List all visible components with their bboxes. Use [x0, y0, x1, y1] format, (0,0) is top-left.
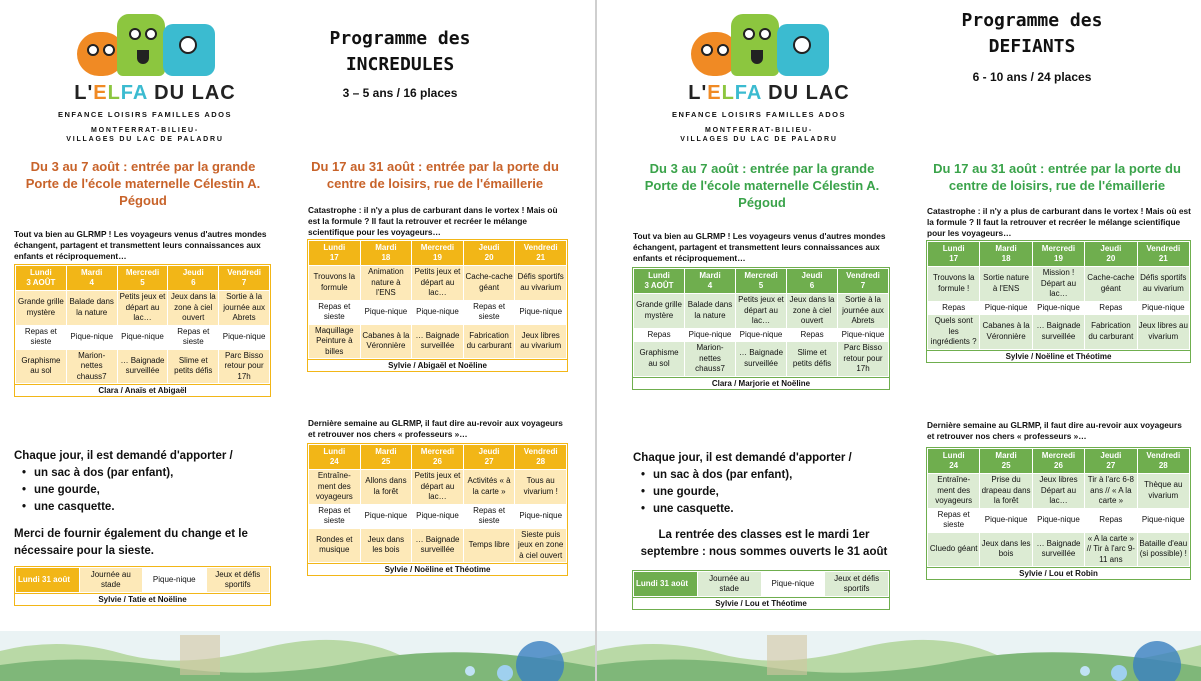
activity-cell: Thèque au vivarium — [1137, 474, 1189, 509]
activity-cell: Pique-nique — [736, 328, 787, 342]
day-header: Mardi 4 — [685, 269, 736, 294]
activity-cell: Défis sportifs au vivarium — [1137, 267, 1189, 302]
activity-cell: Repas et sieste — [928, 508, 980, 532]
last-day-label: Lundi 31 août — [634, 572, 698, 597]
activity-cell: Pique-nique — [685, 328, 736, 342]
day-header: Vendredi 28 — [1137, 449, 1189, 474]
monsters-illustration — [77, 10, 227, 80]
activity-cell: Mission ! Départ au lac… — [1032, 267, 1084, 302]
page-incredules — [0, 0, 595, 681]
schedule-row — [634, 328, 889, 342]
day-header: Jeudi 27 — [1085, 449, 1137, 474]
activity-cell: Repas — [928, 301, 980, 315]
left-intro: Tout va bien au GLRMP ! Les voyageurs venus d'autres mondes échangent, partagent et transmettent leurs connaissances aux enfants et réciproquement… — [633, 231, 886, 263]
staff-caption: Sylvie / Noëline et Théotime — [308, 563, 567, 575]
schedule-row — [309, 266, 567, 301]
activity-cell: Repas — [1085, 508, 1137, 532]
schedule-row — [309, 324, 567, 359]
activity-cell: Jeux libres au vivarium — [1137, 315, 1189, 350]
activity-cell: … Baignade surveillée — [736, 342, 787, 377]
day-header: Lundi 24 — [309, 445, 361, 470]
staff-caption: Clara / Anaïs et Abigaël — [15, 384, 270, 396]
activity-cell: Pique-nique — [515, 504, 567, 528]
activity-cell: Petits jeux et départ au lac… — [736, 294, 787, 329]
activity-cell: Grande grille mystère — [16, 291, 67, 326]
activity-cell: Pique-nique — [1032, 508, 1084, 532]
staff-caption: Clara / Marjorie et Noëline — [633, 377, 889, 389]
schedule-row — [309, 300, 567, 324]
schedule-row — [928, 315, 1190, 350]
bring-list: Chaque jour, il est demandé d'apporter / • un sac à dos (par enfant), • une gourde, • une casquette. — [633, 450, 893, 518]
day-header: Jeudi 6 — [168, 266, 219, 291]
activity-cell: Repas — [634, 328, 685, 342]
activity-cell: Graphisme au sol — [634, 342, 685, 377]
staff-caption: Sylvie / Noëline et Théotime — [927, 350, 1190, 362]
bring-item: • un sac à dos (par enfant), — [36, 465, 274, 482]
activity-cell: Tous au vivarium ! — [515, 470, 567, 505]
activity-cell: Bataille d'eau (si possible) ! — [1137, 532, 1189, 567]
right-intro-week3: Dernière semaine au GLRMP, il faut dire au-revoir aux voyageurs et retrouver nos chers « professeurs »… — [927, 420, 1182, 441]
activity-cell: Sieste puis jeux en zone à ciel ouvert — [515, 528, 567, 563]
last-day-activity: Jeux et défis sportifs — [206, 568, 270, 593]
activity-cell: Fabrication du carburant — [463, 324, 515, 359]
activity-cell: Cluedo géant — [928, 532, 980, 567]
activity-cell: Jeux dans la zone à ciel ouvert — [787, 294, 838, 329]
activity-cell: Tir à l'arc 6-8 ans // « A la carte » — [1085, 474, 1137, 509]
day-header: Mercredi 26 — [1032, 449, 1084, 474]
day-header: Vendredi 28 — [515, 445, 567, 470]
right-intro-week2: Catastrophe : il n'y a plus de carburant dans le vortex ! Mais où est la formule ? Il faut la retrouver et recréer le mélange scientifique pour les voyageurs… — [308, 205, 558, 237]
schedule-row — [16, 291, 270, 326]
schedule-row — [309, 504, 567, 528]
activity-cell: Cache-cache géant — [1085, 267, 1137, 302]
activity-cell: Pique-nique — [360, 300, 412, 324]
activity-cell: Jeux dans la zone à ciel ouvert — [168, 291, 219, 326]
sieste-note: Merci de fournir également du change et le nécessaire pour la sieste. — [14, 528, 248, 557]
activity-cell: Pique-nique — [219, 325, 270, 349]
activity-cell: Entraîne-ment des voyageurs — [309, 470, 361, 505]
day-header: Mardi 18 — [980, 242, 1032, 267]
left-section-heading: Du 3 au 7 août : entrée par la grande Porte de l'école maternelle Célestin A. Pégoud — [25, 159, 261, 208]
schedule-row — [634, 294, 889, 329]
staff-caption: Sylvie / Abigaël et Noëline — [308, 359, 567, 371]
day-header: Vendredi 7 — [838, 269, 889, 294]
day-header: Jeudi 6 — [787, 269, 838, 294]
elfa-logo — [25, 10, 285, 143]
bring-item: • un sac à dos (par enfant), — [655, 467, 893, 484]
activity-cell: Pique-nique — [1137, 508, 1189, 532]
activity-cell: … Baignade surveillée — [412, 528, 464, 563]
activity-cell: Pique-nique — [412, 300, 464, 324]
activity-cell: Pique-nique — [1137, 301, 1189, 315]
day-header: Mercredi 19 — [412, 241, 464, 266]
schedule-week3 — [307, 443, 568, 576]
activity-cell: Repas et sieste — [309, 300, 361, 324]
staff-caption: Sylvie / Lou et Robin — [927, 567, 1190, 579]
right-intro-week3: Dernière semaine au GLRMP, il faut dire au-revoir aux voyageurs et retrouver nos chers « professeurs »… — [308, 418, 563, 439]
activity-cell: Pique-nique — [117, 325, 168, 349]
schedule-row — [634, 342, 889, 377]
right-section-heading: Du 17 au 31 août : entrée par la porte du centre de loisirs, rue de l'émaillerie — [933, 161, 1181, 193]
activity-cell: Slime et petits défis — [168, 349, 219, 384]
day-header: Lundi 24 — [928, 449, 980, 474]
day-header: Jeudi 27 — [463, 445, 515, 470]
day-header: Lundi 17 — [309, 241, 361, 266]
bring-item: • une casquette. — [655, 501, 893, 518]
schedule-week1 — [14, 264, 271, 397]
activity-cell: Quels sont les ingrédients ? — [928, 315, 980, 350]
activity-cell: Sortie nature à l'ENS — [980, 267, 1032, 302]
schedule-row — [16, 349, 270, 384]
last-day-activity: Pique-nique — [143, 568, 207, 593]
logo-subtitle: ENFANCE LOISIRS FAMILLES ADOS — [671, 110, 847, 119]
age-places: 3 – 5 ans / 16 places — [342, 86, 458, 100]
decorative-bottom-image — [0, 631, 595, 681]
schedule-row — [928, 474, 1190, 509]
activity-cell: Sortie à la journée aux Abrets — [219, 291, 270, 326]
activity-cell: Défis sportifs au vivarium — [515, 266, 567, 301]
left-intro: Tout va bien au GLRMP ! Les voyageurs venus d'autres mondes échangent, partagent et transmettent leurs connaissances aux enfants et réciproquement… — [14, 229, 267, 261]
page-defiants — [597, 0, 1201, 681]
activity-cell: Balade dans la nature — [66, 291, 117, 326]
activity-cell: Repas et sieste — [16, 325, 67, 349]
day-header: Vendredi 7 — [219, 266, 270, 291]
activity-cell: … Baignade surveillée — [412, 324, 464, 359]
right-intro-week2: Catastrophe : il n'y a plus de carburant dans le vortex ! Mais où est la formule ? Il faut la retrouver et recréer le mélange scientifique pour les voyageurs… — [927, 206, 1191, 238]
logo-title: L'ELFA DU LAC — [688, 82, 850, 104]
activity-cell: Petits jeux et départ au lac… — [412, 266, 464, 301]
activity-cell: Jeux libres au vivarium — [515, 324, 567, 359]
day-header: Mardi 25 — [360, 445, 412, 470]
activity-cell: Jeux libres Départ au lac… — [1032, 474, 1084, 509]
bring-list: Chaque jour, il est demandé d'apporter / • un sac à dos (par enfant), • une gourde, • une casquette. — [14, 448, 274, 516]
rentree-note: La rentrée des classes est le mardi 1er septembre : nous sommes ouverts le 31 août — [640, 529, 888, 558]
schedule-week2 — [926, 240, 1191, 363]
schedule-row — [309, 528, 567, 563]
decorative-bottom-image — [597, 631, 1201, 681]
day-header: Vendredi 21 — [515, 241, 567, 266]
activity-cell: Parc Bisso retour pour 17h — [219, 349, 270, 384]
day-header: Mercredi 26 — [412, 445, 464, 470]
activity-cell: Activités « à la carte » — [463, 470, 515, 505]
activity-cell: « A la carte » // Tir à l'arc 9-11 ans — [1085, 532, 1137, 567]
activity-cell: Repas et sieste — [309, 504, 361, 528]
activity-cell: Repas — [1085, 301, 1137, 315]
program-title: Programme des DEFIANTS — [961, 10, 1103, 57]
activity-cell: Sortie à la journée aux Abrets — [838, 294, 889, 329]
activity-cell: … Baignade surveillée — [1032, 532, 1084, 567]
activity-cell: Trouvons la formule — [309, 266, 361, 301]
schedule-week2 — [307, 239, 568, 372]
last-day-table: Lundi 31 août Journée au stade Pique-nique Jeux et défis sportifs Sylvie / Lou et Théotime — [632, 570, 890, 610]
activity-cell: Repas et sieste — [463, 300, 515, 324]
activity-cell: Pique-nique — [412, 504, 464, 528]
day-header: Mardi 4 — [66, 266, 117, 291]
logo-villages: MONTFERRAT-BILIEU- VILLAGES DU LAC DE PALADRU — [66, 127, 224, 143]
activity-cell: Slime et petits défis — [787, 342, 838, 377]
activity-cell: Petits jeux et départ au lac… — [117, 291, 168, 326]
activity-cell: Pique-nique — [838, 328, 889, 342]
activity-cell: … Baignade surveillée — [117, 349, 168, 384]
activity-cell: Pique-nique — [360, 504, 412, 528]
schedule-row — [928, 532, 1190, 567]
activity-cell: Cabanes à la Véronnière — [360, 324, 412, 359]
activity-cell: Fabrication du carburant — [1085, 315, 1137, 350]
day-header: Lundi 3 AOÛT — [634, 269, 685, 294]
day-header: Lundi 3 AOÛT — [16, 266, 67, 291]
last-day-activity: Pique-nique — [761, 572, 825, 597]
activity-cell: Entraîne-ment des voyageurs — [928, 474, 980, 509]
activity-cell: Marion-nettes chauss7 — [685, 342, 736, 377]
schedule-row — [928, 301, 1190, 315]
schedule-row — [928, 508, 1190, 532]
last-day-activity: Journée au stade — [697, 572, 761, 597]
schedule-row — [309, 470, 567, 505]
bring-item: • une casquette. — [36, 499, 274, 516]
age-places: 6 - 10 ans / 24 places — [972, 70, 1092, 84]
elfa-logo — [639, 10, 899, 143]
activity-cell: Marion-nettes chauss7 — [66, 349, 117, 384]
activity-cell: Cabanes à la Véronnière — [980, 315, 1032, 350]
activity-cell: Trouvons la formule ! — [928, 267, 980, 302]
logo-title: L'ELFA DU LAC — [74, 82, 236, 104]
schedule-row — [16, 325, 270, 349]
schedule-week3 — [926, 447, 1191, 580]
activity-cell: Pique-nique — [980, 301, 1032, 315]
logo-villages: MONTFERRAT-BILIEU- VILLAGES DU LAC DE PALADRU — [680, 127, 838, 143]
last-day-activity: Jeux et défis sportifs — [825, 572, 889, 597]
last-day-label: Lundi 31 août — [16, 568, 80, 593]
activity-cell: Temps libre — [463, 528, 515, 563]
day-header: Lundi 17 — [928, 242, 980, 267]
activity-cell: Petits jeux et départ au lac… — [412, 470, 464, 505]
activity-cell: Jeux dans les bois — [360, 528, 412, 563]
schedule-row — [928, 267, 1190, 302]
activity-cell: Repas et sieste — [168, 325, 219, 349]
day-header: Vendredi 21 — [1137, 242, 1189, 267]
activity-cell: Balade dans la nature — [685, 294, 736, 329]
activity-cell: Rondes et musique — [309, 528, 361, 563]
day-header: Jeudi 20 — [1085, 242, 1137, 267]
activity-cell: Pique-nique — [980, 508, 1032, 532]
activity-cell: Parc Bisso retour pour 17h — [838, 342, 889, 377]
activity-cell: Maquillage Peinture à billes — [309, 324, 361, 359]
day-header: Jeudi 20 — [463, 241, 515, 266]
activity-cell: Grande grille mystère — [634, 294, 685, 329]
activity-cell: Prise du drapeau dans la forêt — [980, 474, 1032, 509]
activity-cell: Pique-nique — [66, 325, 117, 349]
day-header: Mercredi 5 — [736, 269, 787, 294]
activity-cell: Jeux dans les bois — [980, 532, 1032, 567]
day-header: Mercredi 19 — [1032, 242, 1084, 267]
right-section-heading: Du 17 au 31 août : entrée par la porte du centre de loisirs, rue de l'émaillerie — [311, 159, 559, 191]
activity-cell: Cache-cache géant — [463, 266, 515, 301]
bring-item: • une gourde, — [655, 484, 893, 501]
last-day-table: Lundi 31 août Journée au stade Pique-nique Jeux et défis sportifs Sylvie / Tatie et Noëline — [14, 566, 271, 606]
last-day-activity: Journée au stade — [79, 568, 143, 593]
activity-cell: Repas et sieste — [463, 504, 515, 528]
activity-cell: Allons dans la forêt — [360, 470, 412, 505]
day-header: Mardi 18 — [360, 241, 412, 266]
logo-subtitle: ENFANCE LOISIRS FAMILLES ADOS — [57, 110, 233, 119]
activity-cell: Animation nature à l'ENS — [360, 266, 412, 301]
activity-cell: … Baignade surveillée — [1032, 315, 1084, 350]
bring-item: • une gourde, — [36, 482, 274, 499]
left-section-heading: Du 3 au 7 août : entrée par la grande Porte de l'école maternelle Célestin A. Pégoud — [644, 161, 880, 210]
activity-cell: Pique-nique — [515, 300, 567, 324]
program-title: Programme des INCREDULES — [329, 28, 471, 75]
activity-cell: Repas — [787, 328, 838, 342]
activity-cell: Pique-nique — [1032, 301, 1084, 315]
day-header: Mardi 25 — [980, 449, 1032, 474]
monsters-illustration — [691, 10, 841, 80]
activity-cell: Graphisme au sol — [16, 349, 67, 384]
schedule-week1 — [632, 267, 890, 390]
day-header: Mercredi 5 — [117, 266, 168, 291]
